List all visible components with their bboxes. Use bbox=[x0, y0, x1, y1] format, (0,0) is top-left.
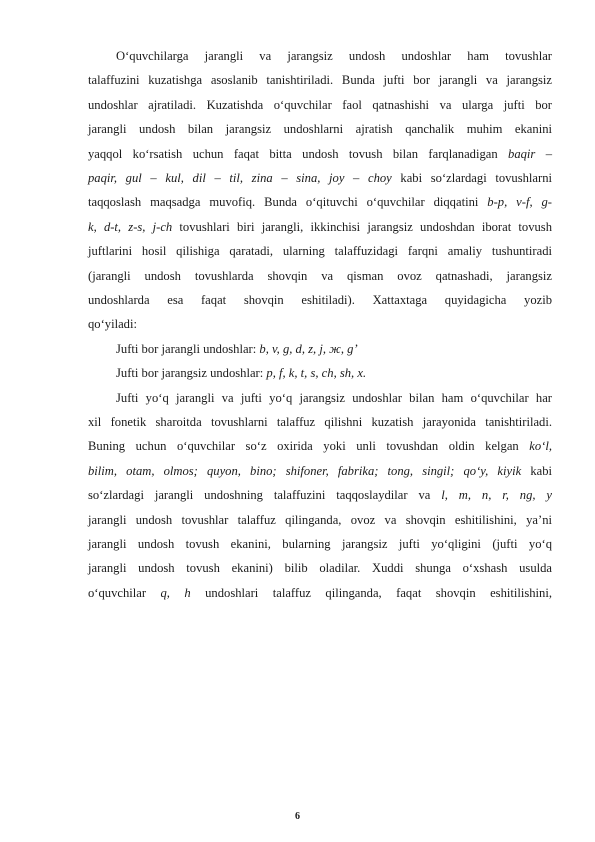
text-run: O‘quvchilarga jarangli va jarangsiz undosh undoshlar ham tovushlar bbox=[116, 49, 552, 63]
text-line bbox=[88, 292, 552, 308]
text-line bbox=[88, 146, 552, 162]
text-line bbox=[116, 365, 552, 381]
text-line bbox=[88, 194, 552, 210]
text-line bbox=[116, 390, 552, 406]
text-line bbox=[88, 97, 552, 113]
text-run: so‘zlardagi jarangli undoshning talaffuzini taqqoslaydilar va bbox=[88, 488, 442, 503]
text-run: Jufti bor jarangli undoshlar: bbox=[116, 341, 260, 356]
text-line bbox=[88, 512, 552, 528]
text-line bbox=[88, 414, 552, 430]
page-number: 6 bbox=[295, 811, 300, 822]
italic-example-text: paqir, gul – kul, dil – til, zina – sina, joy – choy bbox=[88, 171, 392, 185]
italic-example-text: l, m, n, r, ng, y bbox=[441, 488, 552, 503]
text-run: undoshlar ajratiladi. Kuzatishda o‘quvchilar faol qatnashishi va ularga jufti bor bbox=[88, 97, 552, 112]
text-line bbox=[88, 243, 552, 259]
text-run: (jarangli undosh tovushlarda shovqin va qisman ovoz qatnashadi, jarangsiz bbox=[88, 268, 552, 283]
text-run: qo‘yiladi: bbox=[88, 317, 137, 332]
text-run: undoshlari talaffuz qilinganda, faqat shovqin eshitilishini, bbox=[190, 585, 553, 600]
text-line bbox=[88, 219, 552, 235]
text-run: Jufti bor jarangsiz undoshlar: bbox=[116, 366, 267, 381]
text-line bbox=[88, 487, 552, 503]
text-run: jarangli undosh tovushlar talaffuz qilinganda, ovoz va shovqin eshitilishini, ya’ni bbox=[88, 512, 552, 527]
text-run: xil fonetik sharoitda tovushlarni talaffuz qilishni kuzatish jarayonida tanishtiriladi. bbox=[88, 415, 552, 429]
text-run: yaqqol ko‘rsatish uchun faqat bitta undosh tovush bilan farqlanadigan bbox=[88, 146, 509, 161]
text-line bbox=[88, 316, 552, 332]
italic-example-text: k, d-t, z-s, j-ch bbox=[88, 219, 173, 234]
text-line bbox=[116, 341, 552, 357]
text-line bbox=[88, 585, 552, 601]
italic-example-text: b-p, v-f, g- bbox=[487, 195, 553, 210]
text-run: tovushlari biri jarangli, ikkinchisi jarangsiz undoshdan iborat tovush bbox=[172, 219, 552, 234]
italic-example-text: b, v, g, d, z, j, ж, g’ bbox=[259, 341, 358, 356]
text-run: undoshlarda esa faqat shovqin eshitiladi). Xattaxtaga quyidagicha yozib bbox=[88, 293, 552, 307]
text-line bbox=[88, 463, 552, 479]
italic-example-text: bilim, otam, olmos; quyon, bino; shifoner, fabrika; tong, singil; qo‘y, kiyik bbox=[88, 463, 522, 478]
text-run: jarangli undosh tovush ekanini, bularning jarangsiz jufti yo‘qligini (jufti yo‘q bbox=[88, 537, 552, 551]
text-run: o‘quvchilar bbox=[88, 585, 161, 600]
text-run: kabi so‘zlardagi tovushlarni bbox=[391, 171, 552, 185]
text-run: kabi bbox=[521, 463, 552, 478]
italic-example-text: q, h bbox=[160, 585, 191, 600]
text-line bbox=[88, 536, 552, 552]
text-run: Buning uchun o‘quvchilar so‘z oxirida yoki unli tovushdan oldin kelgan bbox=[88, 439, 530, 454]
text-run: jarangli undosh bilan jarangsiz undoshlarni ajratish qanchalik muhim ekanini bbox=[88, 122, 552, 137]
text-run: Jufti yo‘q jarangli va jufti yo‘q jarangsiz undoshlar bilan ham o‘quvchilar har bbox=[116, 390, 552, 405]
text-line bbox=[88, 560, 552, 576]
text-run: juftlarini hosil qilishiga qaratadi, ularning talaffuzidagi farqni amaliy tushuntiradi bbox=[88, 244, 552, 259]
text-run: jarangli undosh tovush ekanini) bilib oladilar. Xuddi shunga o‘xshash usulda bbox=[88, 561, 552, 576]
text-run: talaffuzini kuzatishga asoslanib tanishtiriladi. Bunda jufti bor jarangli va jarangsiz bbox=[88, 73, 552, 88]
text-line bbox=[116, 48, 552, 64]
text-line bbox=[88, 268, 552, 284]
italic-example-text: baqir – bbox=[508, 146, 552, 161]
italic-example-text: p, f, k, t, s, ch, sh, x. bbox=[266, 366, 367, 381]
italic-example-text: ko‘l, bbox=[529, 439, 552, 454]
text-run: taqqoslash maqsadga muvofiq. Bunda o‘qituvchi o‘quvchilar diqqatini bbox=[88, 195, 488, 210]
text-line bbox=[88, 438, 552, 454]
text-line bbox=[88, 72, 552, 88]
text-line bbox=[88, 121, 552, 137]
text-line bbox=[88, 170, 552, 186]
